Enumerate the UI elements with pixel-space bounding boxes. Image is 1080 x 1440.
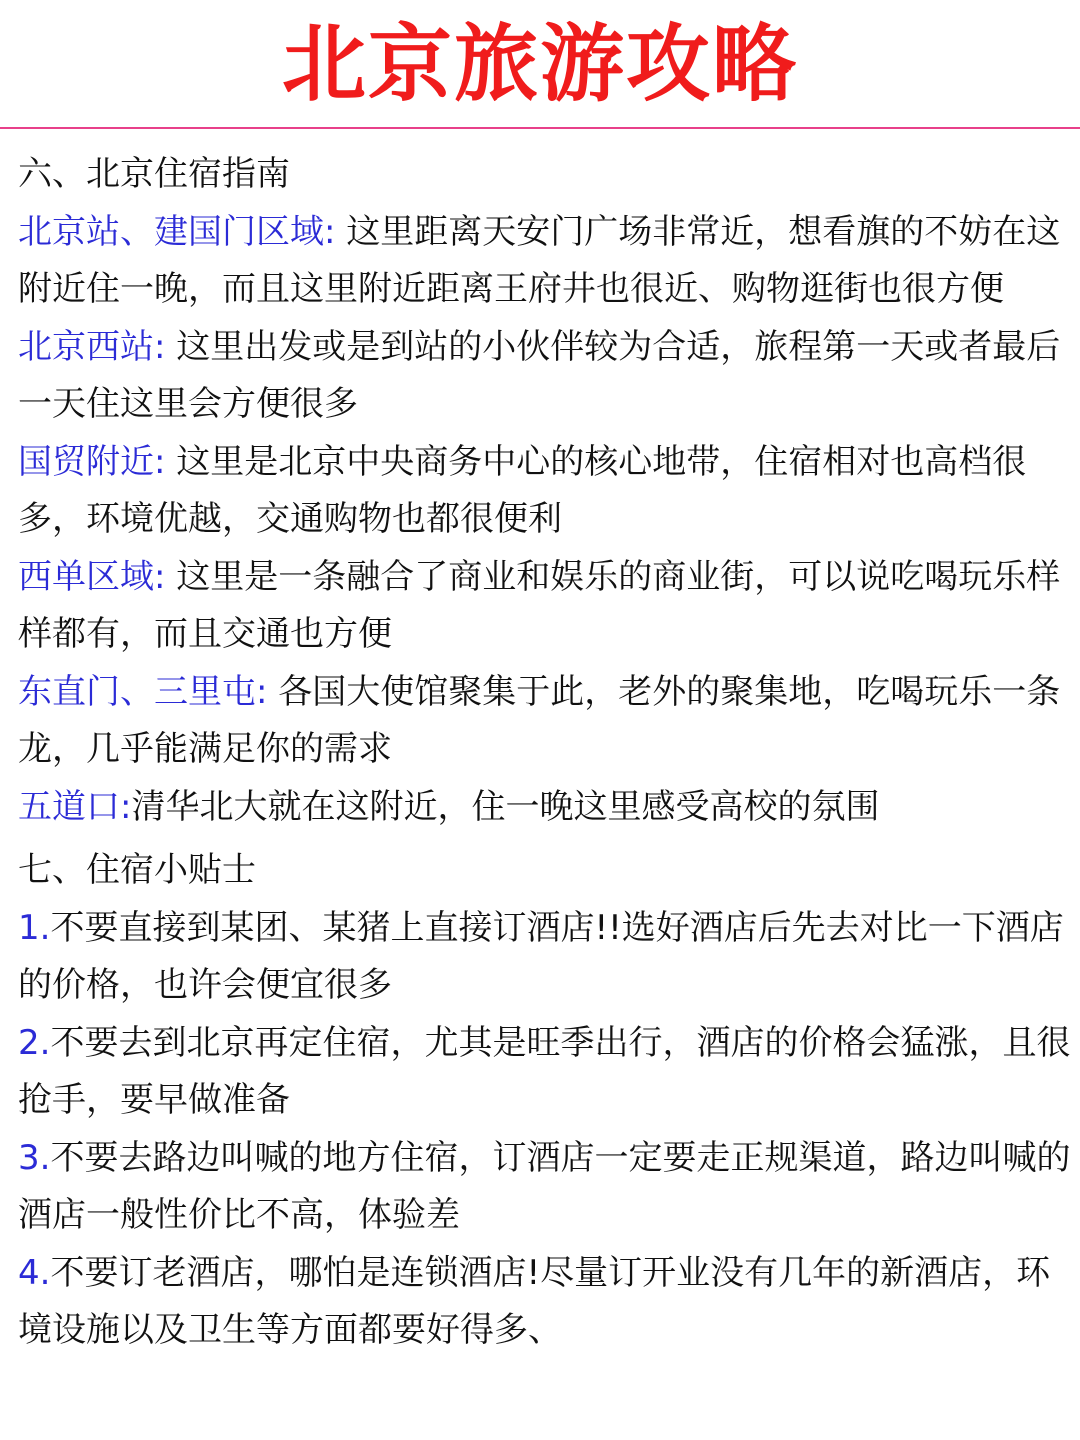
title-divider (0, 127, 1080, 129)
list-item (18, 1245, 1073, 1360)
item-text: 不要去路边叫喊的地方住宿，订酒店一定要走正规渠道，路边叫喊的酒店一般性价比不高，体验差 (18, 1137, 1071, 1235)
list-item (18, 664, 1073, 779)
item-label: 3. (18, 1137, 51, 1178)
item-label: 国贸附近: (18, 441, 166, 482)
list-item (18, 434, 1073, 549)
list-item (18, 549, 1073, 664)
list-item (18, 204, 1073, 319)
item-text: 各国大使馆聚集于此，老外的聚集地，吃喝玩乐一条龙，几乎能满足你的需求 (18, 671, 1061, 769)
list-item (18, 779, 1073, 837)
accommodation-tips-list (18, 900, 1073, 1360)
item-text: 清华北大就在这附近，住一晚这里感受高校的氛围 (131, 786, 880, 827)
page-title: 北京旅游攻略 (281, 15, 798, 113)
section-heading-accommodation-guide: 六、北京住宿指南 (18, 154, 290, 194)
item-label: 东直门、三里屯: (18, 671, 268, 712)
list-item (18, 1015, 1073, 1130)
item-text: 这里是一条融合了商业和娱乐的商业街，可以说吃喝玩乐样样都有，而且交通也方便 (18, 556, 1061, 654)
item-label: 2. (18, 1022, 51, 1063)
item-text: 这里距离天安门广场非常近，想看旗的不妨在这附近住一晚，而且这里附近距离王府井也很近、购物逛街也很方便 (18, 211, 1061, 309)
section-heading-accommodation-tips: 七、住宿小贴士 (18, 850, 256, 890)
item-label: 1. (18, 907, 51, 948)
item-text: 这里是北京中央商务中心的核心地带，住宿相对也高档很多，环境优越，交通购物也都很便利 (18, 441, 1027, 539)
list-item (18, 1130, 1073, 1245)
article-body (18, 146, 1073, 1360)
list-item (18, 319, 1073, 434)
item-text: 这里出发或是到站的小伙伴较为合适，旅程第一天或者最后一天住这里会方便很多 (18, 326, 1061, 424)
item-text: 不要直接到某团、某猪上直接订酒店!!选好酒店后先去对比一下酒店的价格，也许会便宜很多 (18, 907, 1064, 1005)
item-label: 北京西站: (18, 326, 166, 367)
item-label: 西单区域: (18, 556, 166, 597)
list-item (18, 900, 1073, 1015)
accommodation-area-list (18, 204, 1073, 837)
item-label: 北京站、建国门区域: (18, 211, 336, 252)
item-text: 不要订老酒店，哪怕是连锁酒店!尽量订开业没有几年的新酒店，环境设施以及卫生等方面都要好得多、 (18, 1252, 1051, 1350)
item-text: 不要去到北京再定住宿，尤其是旺季出行，酒店的价格会猛涨，且很抢手，要早做准备 (18, 1022, 1071, 1120)
item-label: 五道口: (18, 786, 132, 827)
item-label: 4. (18, 1252, 51, 1293)
